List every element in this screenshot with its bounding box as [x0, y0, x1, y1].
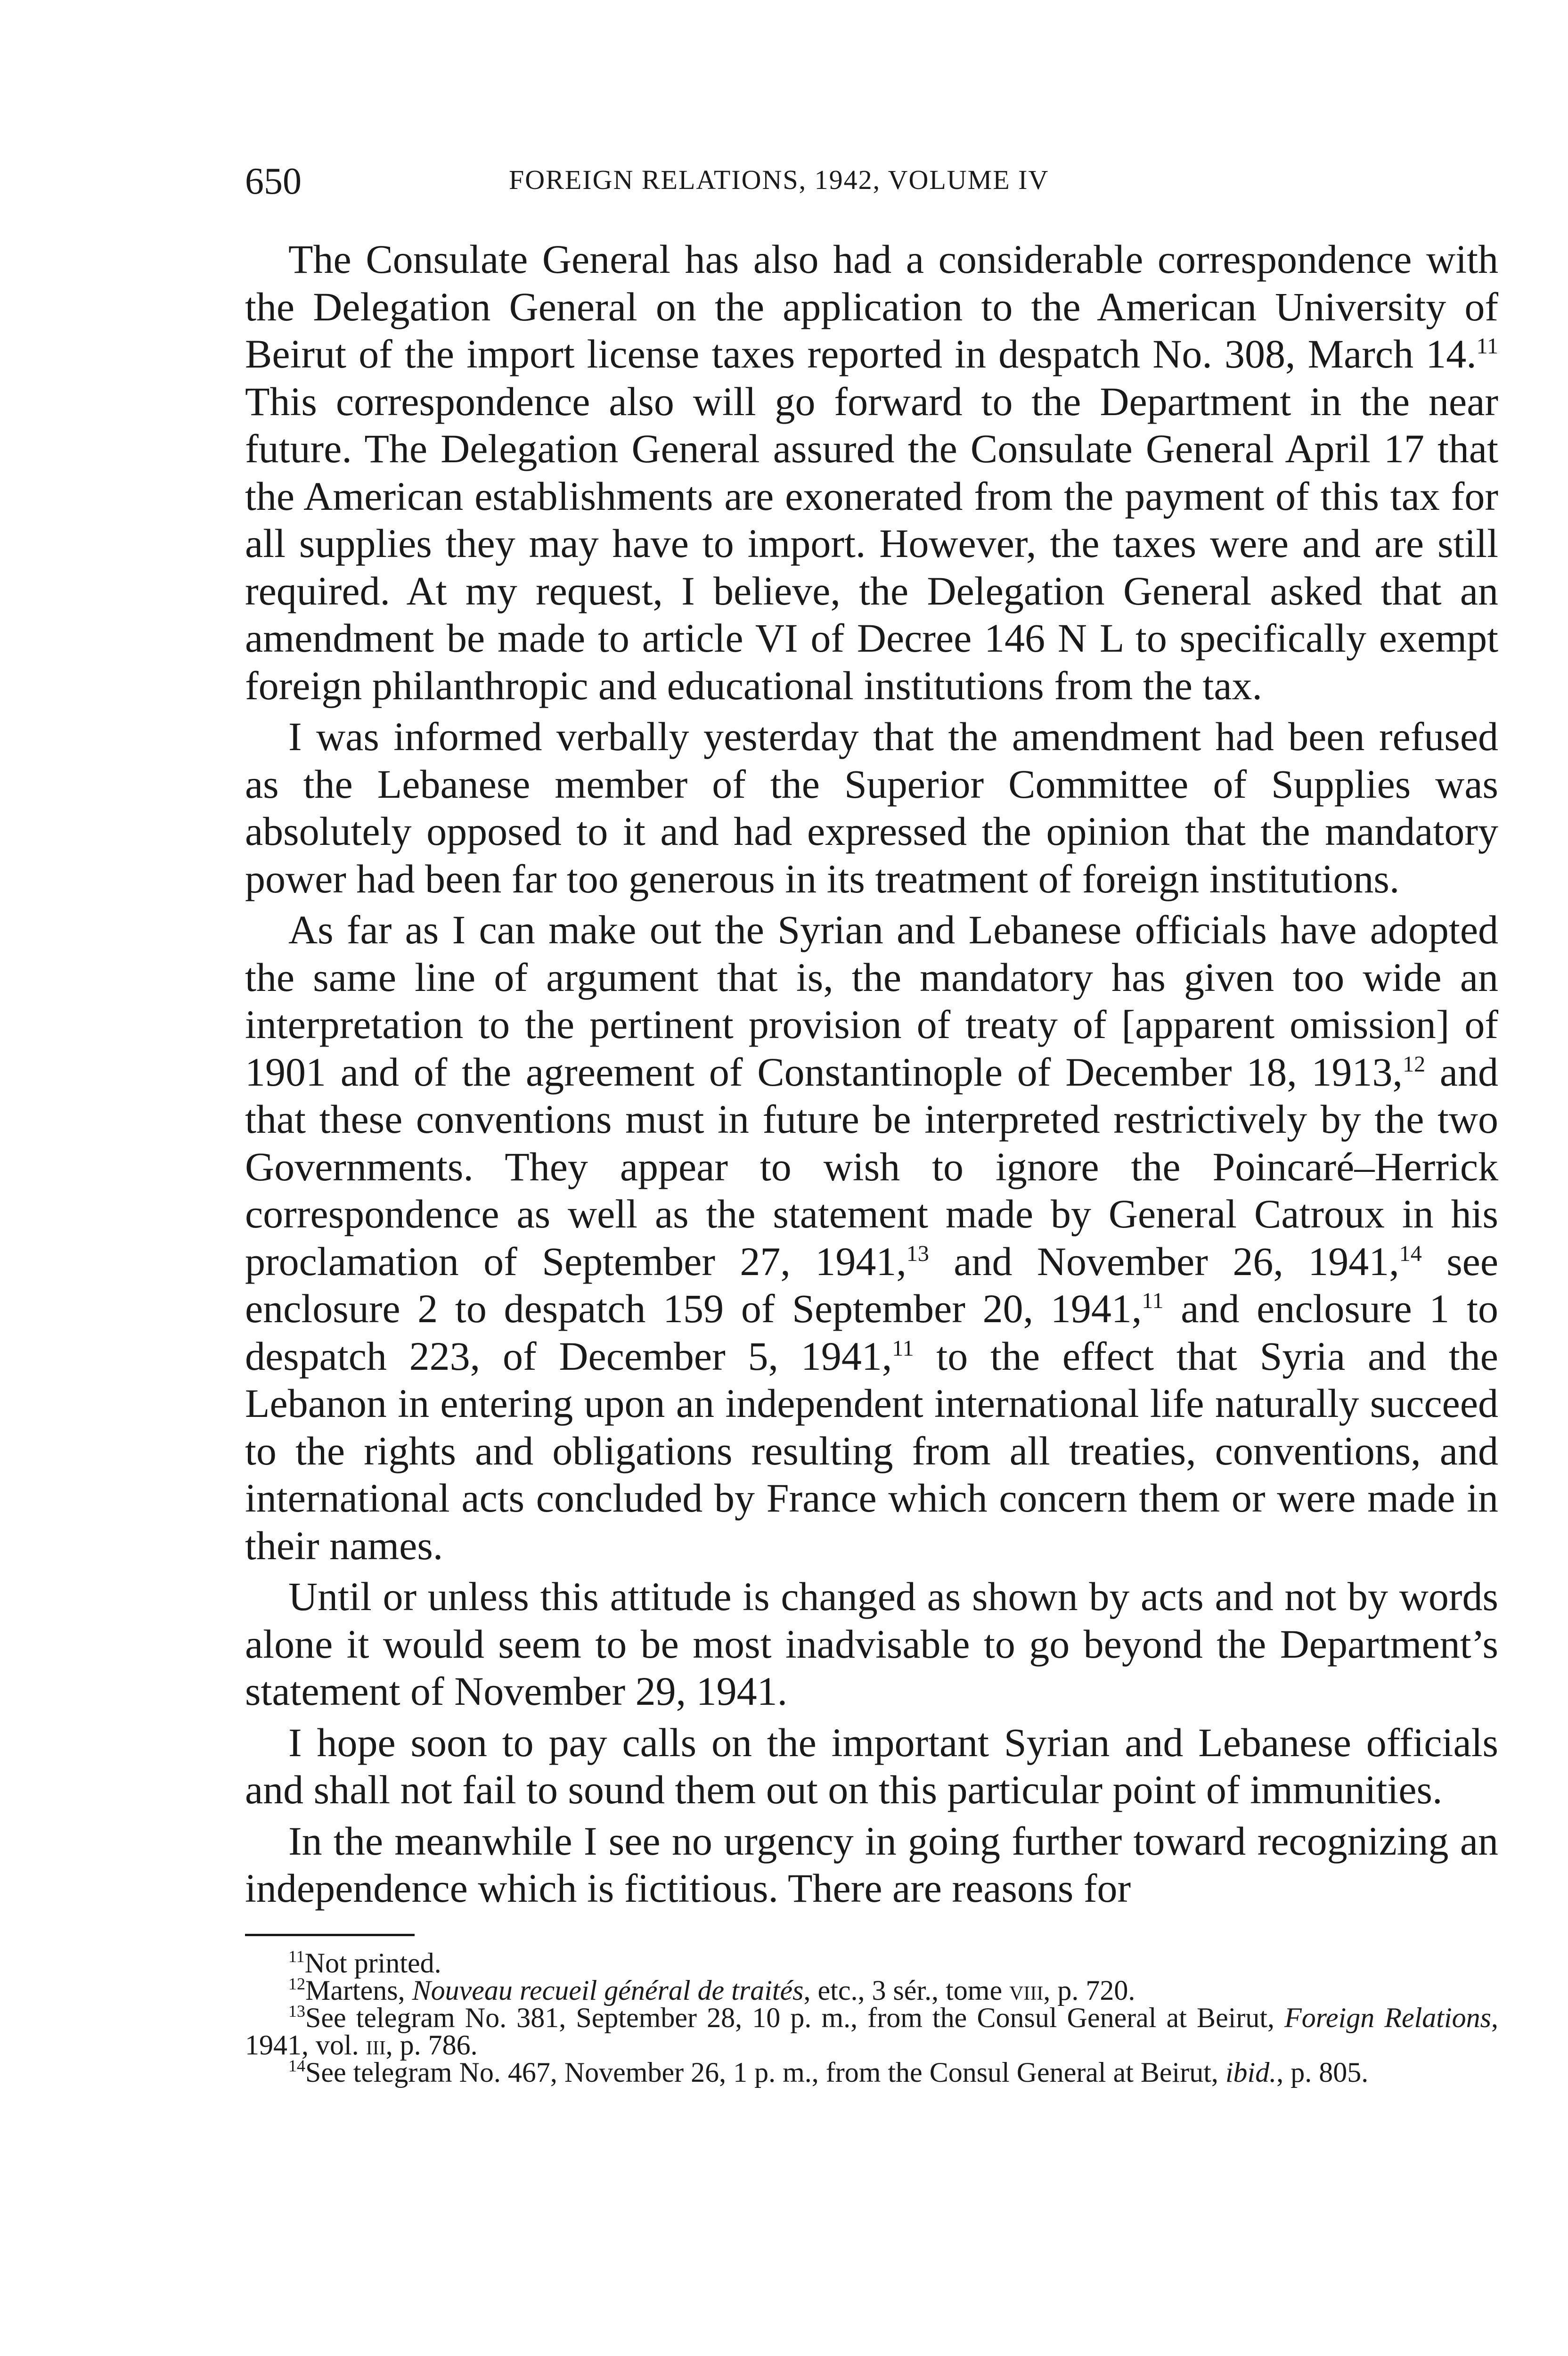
- footnote-ref: 11: [1476, 334, 1498, 359]
- running-head: FOREIGN RELATIONS, 1942, VOLUME IV: [509, 164, 1049, 195]
- footnote-11: $^{11}$Not printed.: [288, 1947, 441, 1979]
- footnote-divider: [245, 1934, 415, 1936]
- page-header: [245, 160, 1498, 217]
- paragraph-1: The Consulate General has also had a considerable correspondence with the Delegation General on the application to the American University of Beirut of the import license taxes reported in despatch No. 308, March 14.11 This correspondence also will go forward to the Department in the near future. The Delegation General assured the Consulate General April 17 that the American establishments are exonerated from the payment of this tax for all supplies they may have to import. However, the taxes were and are still required. At my request, I believe, the Delegation General asked that an amendment be made to article VI of Decree 146 N L to specifically exempt foreign philanthropic and educational institutions from the tax.: [245, 237, 1498, 708]
- page-number: 650: [245, 161, 302, 202]
- paragraph-4: Until or unless this attitude is changed as shown by acts and not by words alone it would seem to be most inadvisable to go beyond the Department’s statement of November 29, 1941.: [245, 1574, 1498, 1714]
- paragraph-6: In the meanwhile I see no urgency in going further toward recognizing an independence which is fictitious. There are reasons for: [245, 1818, 1498, 1911]
- footnote-ref: 14: [1399, 1241, 1422, 1266]
- footnote-13: $^{13}$See telegram No. 381, September 28, 10 p. m., from the Consul General at Beirut, Foreign Relations, 1941, vol. iii, p. 786.: [245, 2001, 1498, 2061]
- footnote-ref: 11: [1142, 1288, 1164, 1313]
- paragraph-2: I was informed verbally yesterday that the amendment had been refused as the Lebanese member of the Superior Committee of Supplies was absolutely opposed to it and had expressed the opinion that the mandatory power had been far too generous in its treatment of foreign institutions.: [245, 714, 1498, 901]
- footnote-12: $^{12}$Martens, Nouveau recueil général de traités, etc., 3 sér., tome viii, p. 720.: [288, 1974, 1135, 2006]
- footnotes: [245, 1949, 1498, 2086]
- document-page: [245, 160, 1498, 2086]
- footnote-14: $^{14}$See telegram No. 467, November 26, 1 p. m., from the Consul General at Beirut, ibid., p. 805.: [288, 2056, 1369, 2088]
- paragraph-5: I hope soon to pay calls on the important Syrian and Lebanese officials and shall not fail to sound them out on this particular point of immunities.: [245, 1719, 1498, 1812]
- paragraph-3: As far as I can make out the Syrian and Lebanese officials have adopted the same line of argument that is, the mandatory has given too wide an interpretation to the pertinent provision of treaty of [apparent omission] of 1901 and of the agreement of Constantinople of December 18, 1913,12 and that these conventions must in future be interpreted restrictively by the two Governments. They appear to wish to ignore the Poincaré–Herrick correspondence as well as the statement made by General Catroux in his proclamation of September 27, 1941,13 and November 26, 1941,14 see enclosure 2 to despatch 159 of September 20, 1941,11 and enclosure 1 to despatch 223, of December 5, 1941,11 to the effect that Syria and the Lebanon in entering upon an independent international life naturally succeed to the rights and obligations resulting from all treaties, conventions, and international acts concluded by France which concern them or were made in their names.: [245, 907, 1499, 1568]
- footnote-ref: 12: [1403, 1051, 1426, 1077]
- footnote-ref: 11: [892, 1335, 914, 1361]
- footnote-ref: 13: [906, 1241, 929, 1266]
- body-text: [245, 236, 1498, 1912]
